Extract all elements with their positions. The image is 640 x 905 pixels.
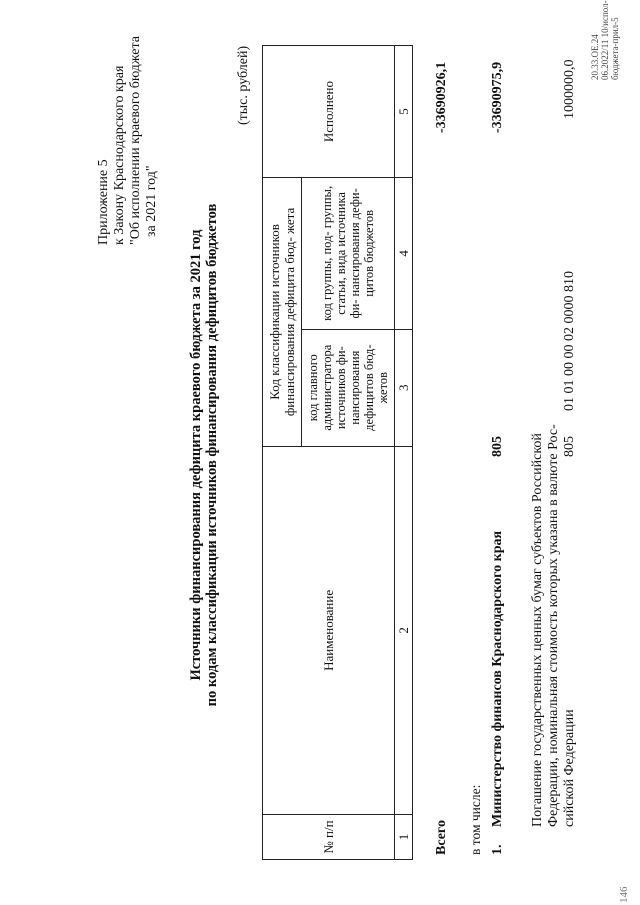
row-source-code: 01 01 00 00 02 0000 810	[562, 271, 577, 411]
row-name: Министерство финансов Краснодарского края	[490, 530, 505, 827]
row-name-line: сийской Федерации	[562, 709, 577, 827]
header-table	[262, 45, 413, 860]
title-line-2: по кодам классификации источников финансирования дефицитов бюджетов	[204, 203, 220, 707]
page-number: 146	[618, 886, 630, 903]
row-name-line: Погашение государственных ценных бумаг субъектов Российской	[530, 433, 545, 827]
row-number: 1.	[490, 844, 505, 855]
col-index-4: 4	[395, 178, 413, 330]
title-line-1: Источники финансирования дефицита краевого бюджета за 2021 год	[188, 229, 204, 681]
col-index-3: 3	[395, 329, 413, 446]
appendix-line: к Закону Краснодарского края	[112, 65, 127, 245]
total-value: -33690926,1	[434, 61, 449, 133]
units-label: (тыс. рублей)	[236, 45, 251, 125]
row-value: -33690975,9	[490, 61, 505, 133]
col-admin-code-header: код главного администратора источников фи- нансирования дефицитов бюд- жетов	[302, 329, 395, 446]
col-source-code-header: код группы, под- группы, статьи, вида источника фи- нансирования дефи- цитов бюджетов	[302, 178, 395, 330]
row-admin-code: 805	[562, 436, 577, 457]
row-admin-code: 805	[490, 436, 505, 457]
col-executed-header: Исполнено	[263, 46, 395, 178]
row-name-line: Федерации, номинальная стоимость которых указана в валюте Рос-	[546, 424, 561, 827]
table-row	[530, 40, 578, 827]
appendix-line: за 2021 год"	[144, 165, 159, 237]
col-index-2: 2	[395, 446, 413, 814]
row-name	[530, 424, 578, 827]
col-index-5: 5	[395, 46, 413, 178]
appendix-line: "Об исполнении краевого бюджета	[128, 36, 143, 245]
appendix-line: Приложение 5	[96, 159, 111, 245]
footer-mark: 20.33.OE.24 06.2022/11 10/испол-бюджета-прил-5	[590, 0, 620, 80]
row-value: 1000000,0	[562, 59, 577, 119]
appendix-block	[96, 0, 160, 245]
col-code-group-header: Код классификации источников финансирования дефицита бюд- жета	[263, 178, 302, 447]
col-number-header: № п/п	[263, 815, 395, 860]
col-index-1: 1	[395, 815, 413, 860]
including-label: в том числе:	[468, 784, 483, 855]
total-label: Всего	[434, 820, 449, 855]
document-title	[188, 45, 220, 865]
col-name-header: Наименование	[263, 446, 395, 814]
